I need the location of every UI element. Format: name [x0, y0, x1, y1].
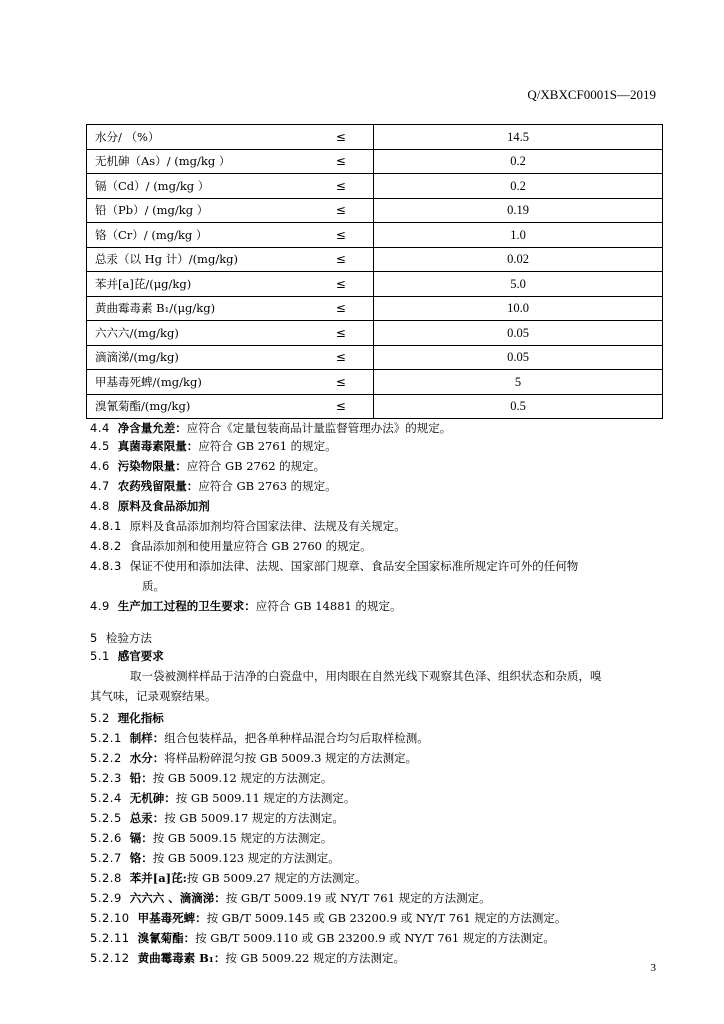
value-cell: 0.02: [374, 247, 663, 272]
clause-number: 5.2.2: [90, 751, 122, 765]
clause-text: 保证不使用和添加法律、法规、国家部门规章、食品安全国家标准所规定许可外的任何物: [129, 559, 579, 573]
text-line: [90, 648, 164, 664]
clause-text: 检验方法: [105, 631, 152, 645]
clause-number: 5.2.4: [90, 791, 122, 805]
clause-number: 4.5: [90, 439, 110, 453]
page-number: 3: [650, 962, 656, 974]
clause-number: 5.2.12: [90, 951, 130, 965]
item-cell: 无机砷（As）/ (mg/kg ）: [87, 149, 309, 174]
value-cell: 0.5: [374, 394, 663, 419]
clause-text: 按 GB 5009.12 规定的方法测定。: [152, 771, 333, 785]
clause-heading: 净含量允差：: [117, 421, 187, 435]
clause-text: 按 GB 5009.11 规定的方法测定。: [175, 791, 356, 805]
item-cell: 苯并[a]芘/(μg/kg): [87, 272, 309, 297]
clause-heading: 镉：: [129, 831, 153, 845]
clause-number: 4.6: [90, 459, 110, 473]
clause-number: 4.4: [90, 421, 110, 435]
clause-number: 5.2.10: [90, 911, 130, 925]
clause-heading: 感官要求: [117, 649, 164, 663]
clause-number: 4.8.2: [90, 539, 122, 553]
operator-cell: ≤: [309, 272, 374, 297]
text-line: [90, 870, 367, 886]
operator-cell: ≤: [309, 345, 374, 370]
clause-text: 按 GB 5009.27 规定的方法测定。: [186, 871, 367, 885]
operator-cell: ≤: [309, 125, 374, 150]
clause-text: 按 GB/T 5009.110 或 GB 23200.9 或 NY/T 761 规定的方法测定。: [195, 931, 555, 945]
clause-heading: 黄曲霉毒素 B₁：: [137, 951, 226, 965]
operator-cell: ≤: [309, 223, 374, 248]
table-row: [87, 345, 663, 370]
clause-heading: 制样：: [129, 731, 165, 745]
clause-text: 组合包装样品，把各单种样品混合均匀后取样检测。: [164, 731, 429, 745]
clause-heading: 六六六 、滴滴涕：: [129, 891, 226, 905]
clause-text: 应符合 GB 2763 的规定。: [198, 479, 337, 493]
clause-number: 5.2.1: [90, 731, 122, 745]
table-row: [87, 370, 663, 395]
clause-heading: 水分：: [129, 751, 165, 765]
clause-number: 4.9: [90, 599, 110, 613]
clause-number: 5: [90, 631, 98, 645]
clause-heading: 无机砷：: [129, 791, 176, 805]
clause-number: 4.8.1: [90, 519, 122, 533]
item-cell: 黄曲霉毒素 B₁/(μg/kg): [87, 296, 309, 321]
text-line: [90, 438, 337, 454]
clause-number: 5.1: [90, 649, 110, 663]
text-line: [90, 558, 578, 574]
clause-number: 4.8.3: [90, 559, 122, 573]
clause-heading: 溴氰菊酯：: [137, 931, 196, 945]
item-cell: 铅（Pb）/ (mg/kg ）: [87, 198, 309, 223]
clause-heading: 苯并[a]芘:: [129, 871, 187, 885]
text-line: [90, 598, 401, 614]
clause-number: 5.2.9: [90, 891, 122, 905]
operator-cell: ≤: [309, 370, 374, 395]
text-line: [90, 850, 340, 866]
table-row: [87, 198, 663, 223]
value-cell: 0.05: [374, 345, 663, 370]
text-line: [90, 458, 325, 474]
text-line: [90, 518, 406, 534]
table-row: [87, 247, 663, 272]
text-line: [90, 420, 451, 436]
text-line: [90, 538, 372, 554]
item-cell: 总汞（以 Hg 计）/(mg/kg): [87, 247, 309, 272]
clause-number: 5.2.6: [90, 831, 122, 845]
value-cell: 10.0: [374, 296, 663, 321]
item-cell: 水分/ （%）: [95, 129, 160, 144]
clause-text: 按 GB 5009.123 规定的方法测定。: [152, 851, 340, 865]
clause-text: 应符合 GB 14881 的规定。: [255, 599, 402, 613]
text-line: [90, 478, 337, 494]
item-cell: 滴滴涕/(mg/kg): [87, 345, 309, 370]
table-row: [87, 321, 663, 346]
table-row: [87, 394, 663, 419]
operator-cell: ≤: [309, 198, 374, 223]
operator-cell: ≤: [309, 174, 374, 199]
table-row: [87, 296, 663, 321]
text-line: [90, 730, 429, 746]
item-cell: 甲基毒死蜱/(mg/kg): [87, 370, 309, 395]
text-line: [90, 830, 332, 846]
item-cell: 铬（Cr）/ (mg/kg ）: [87, 223, 309, 248]
operator-cell: ≤: [309, 149, 374, 174]
text-line: [90, 810, 344, 826]
clause-text: 应符合《定量包装商品计量监督管理办法》的规定。: [186, 421, 452, 435]
text-line: [90, 498, 210, 514]
clause-text: 将样品粉碎混匀按 GB 5009.3 规定的方法测定。: [164, 751, 418, 765]
clause-text: 质。: [142, 579, 165, 593]
value-cell: 1.0: [374, 223, 663, 248]
text-line: [90, 890, 491, 906]
clause-heading: 农药残留限量：: [117, 479, 199, 493]
clause-text: 按 GB 5009.17 规定的方法测定。: [164, 811, 344, 825]
clause-heading: 理化指标: [117, 711, 164, 725]
clause-heading: 铬：: [129, 851, 153, 865]
clause-text: 其气味，记录观察结果。: [90, 689, 217, 703]
document-code: Q/XBXCF0001S—2019: [527, 87, 656, 102]
value-cell: 0.19: [374, 198, 663, 223]
operator-cell: ≤: [309, 321, 374, 346]
table-row: [87, 223, 663, 248]
text-line: [90, 710, 164, 726]
clause-text: 原料及食品添加剂均符合国家法律、法规及有关规定。: [129, 519, 406, 533]
clause-heading: 生产加工过程的卫生要求：: [117, 599, 256, 613]
clause-number: 4.8: [90, 499, 110, 513]
table-row: [87, 272, 663, 297]
clause-text: 取一袋被测样样品于洁净的白瓷盘中，用肉眼在自然光线下观察其色泽、组织状态和杂质，嗅: [130, 669, 602, 683]
text-line: [90, 770, 332, 786]
operator-cell: ≤: [309, 247, 374, 272]
value-cell: 14.5: [507, 129, 529, 144]
text-line: [90, 790, 355, 806]
clause-number: 5.2.3: [90, 771, 122, 785]
clause-text: 食品添加剂和使用量应符合 GB 2760 的规定。: [129, 539, 372, 553]
table-row: [87, 125, 663, 150]
clause-heading: 污染物限量：: [117, 459, 187, 473]
clause-number: 5.2.8: [90, 871, 122, 885]
value-cell: 0.2: [374, 174, 663, 199]
clause-heading: 真菌毒素限量：: [117, 439, 199, 453]
value-cell: 0.05: [374, 321, 663, 346]
clause-number: 5.2.11: [90, 931, 130, 945]
clause-number: 4.7: [90, 479, 110, 493]
text-line: [90, 630, 152, 646]
item-cell: 六六六/(mg/kg): [87, 321, 309, 346]
clause-heading: 铅：: [129, 771, 153, 785]
text-line: [90, 930, 555, 946]
operator-cell: ≤: [309, 296, 374, 321]
table-row: [87, 149, 663, 174]
clause-text: 应符合 GB 2761 的规定。: [198, 439, 337, 453]
text-line: [90, 750, 417, 766]
clause-text: 按 GB/T 5009.19 或 NY/T 761 规定的方法测定。: [225, 891, 491, 905]
clause-heading: 原料及食品添加剂: [117, 499, 210, 513]
text-line: [130, 668, 602, 684]
value-cell: 5.0: [374, 272, 663, 297]
table-row: [87, 174, 663, 199]
clause-text: 按 GB 5009.15 规定的方法测定。: [152, 831, 333, 845]
clause-number: 5.2.7: [90, 851, 122, 865]
limits-table: [86, 124, 663, 419]
text-line: [142, 578, 165, 594]
clause-text: 按 GB 5009.22 规定的方法测定。: [225, 951, 406, 965]
value-cell: 0.2: [374, 149, 663, 174]
clause-number: 5.2.5: [90, 811, 122, 825]
text-line: [90, 688, 217, 704]
item-cell: 溴氰菊酯/(mg/kg): [87, 394, 309, 419]
clause-heading: 总汞：: [129, 811, 165, 825]
text-line: [90, 950, 405, 966]
item-cell: 镉（Cd）/ (mg/kg ）: [87, 174, 309, 199]
clause-text: 应符合 GB 2762 的规定。: [186, 459, 326, 473]
operator-cell: ≤: [309, 394, 374, 419]
text-line: [90, 910, 566, 926]
clause-number: 5.2: [90, 711, 110, 725]
clause-text: 按 GB/T 5009.145 或 GB 23200.9 或 NY/T 761 规定的方法测定。: [206, 911, 567, 925]
value-cell: 5: [374, 370, 663, 395]
clause-heading: 甲基毒死蜱：: [137, 911, 207, 925]
